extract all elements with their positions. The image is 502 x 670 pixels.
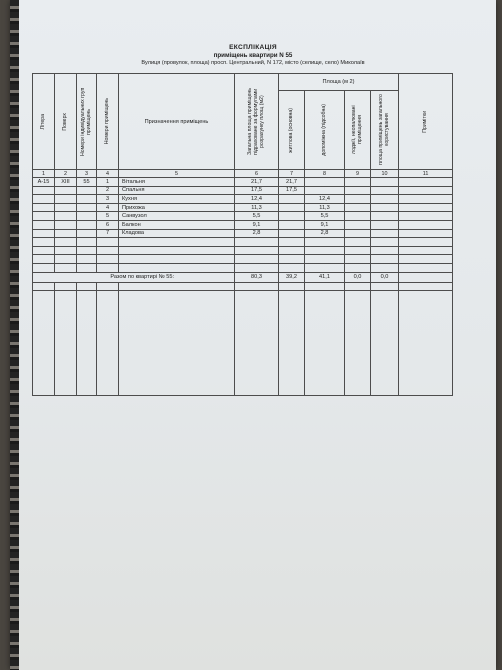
totals-balconies: 0,0 <box>345 272 371 282</box>
col-header-balconies: лоджії, неопалювані приміщення <box>345 91 371 170</box>
document-title: ЕКСПЛІКАЦІЯ <box>229 44 277 51</box>
col-header-notes: Примітки <box>399 74 453 170</box>
table-row: 7 Кладова 2,8 2,8 <box>33 229 453 238</box>
table-row: 2 Спальня 17,5 17,5 <box>33 186 453 195</box>
table-row: А-15 XIII 55 1 Вітальня 21,7 21,7 <box>33 178 453 187</box>
spiral-binding <box>10 0 19 670</box>
totals-common: 0,0 <box>371 272 399 282</box>
document-subtitle: приміщень квартири N 55 <box>213 52 293 59</box>
table-row: 5 Санвузол 5,5 5,5 <box>33 212 453 221</box>
totals-living: 39,2 <box>279 272 305 282</box>
col-header-group: Номери індивідуальних груп приміщень <box>77 74 97 170</box>
table-row-empty <box>33 238 453 247</box>
totals-auxiliary: 41,1 <box>305 272 345 282</box>
column-number-row: 1 2 3 4 5 6 7 8 9 10 11 <box>33 170 453 178</box>
totals-row <box>33 272 453 282</box>
table-row: 3 Кухня 12,4 12,4 <box>33 195 453 204</box>
table-blank-area <box>33 291 453 396</box>
table-row: 6 Балкон 9,1 9,1 <box>33 220 453 229</box>
col-header-living: житлова (основна) <box>279 91 305 170</box>
table-row-empty <box>33 282 453 291</box>
table-row: 4 Прихожа 11,3 11,3 <box>33 203 453 212</box>
totals-label: Разом по квартирі № 55: <box>33 272 235 282</box>
explication-table <box>32 73 453 396</box>
document-sheet <box>10 0 496 670</box>
col-header-purpose: Призначення приміщень <box>119 74 235 170</box>
col-header-total-area: Загальна площа приміщень підраховане за формулами розрахунку площ (м2) <box>235 74 279 170</box>
table-row-empty <box>33 246 453 255</box>
col-header-common: площа приміщень загального користування <box>371 91 399 170</box>
col-header-area-group: Площа (м 2) <box>279 74 399 91</box>
col-header-room-no: Номери приміщень <box>97 74 119 170</box>
totals-total-area: 80,3 <box>235 272 279 282</box>
col-header-litera: Літера <box>33 74 55 170</box>
table-row-empty <box>33 263 453 272</box>
table-row-empty <box>33 255 453 264</box>
address-line: Вулиця (провулок, площа) просп. Центральний, N 172, місто (селище, село) Миколаїв <box>141 60 365 66</box>
col-header-auxiliary: допоміжна (підсобна) <box>305 91 345 170</box>
col-header-floor: Поверх <box>55 74 77 170</box>
